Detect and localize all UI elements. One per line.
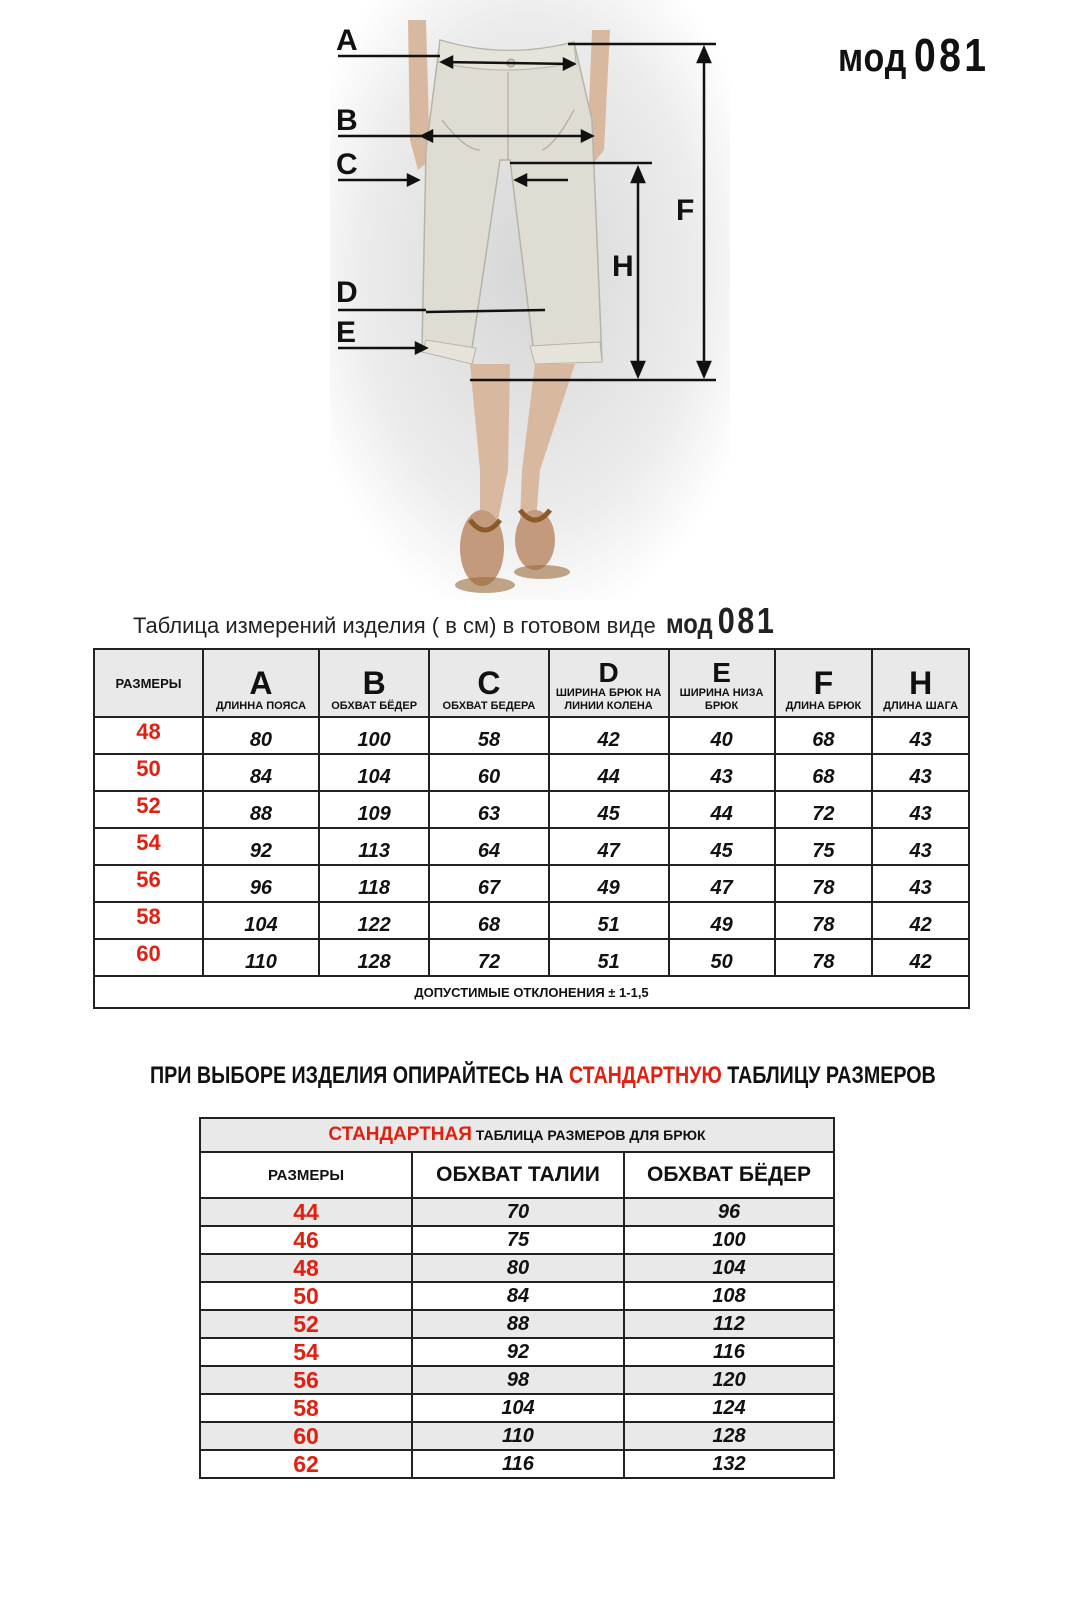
- standard-size-table: [199, 1117, 835, 1479]
- size-cell: 46: [200, 1226, 412, 1254]
- hips-cell: 104: [624, 1254, 834, 1282]
- waist-cell: 110: [412, 1422, 624, 1450]
- measure-value-cell: 78: [775, 865, 873, 902]
- capri-pants-illustration: [330, 0, 730, 600]
- measure-value-cell: 128: [319, 939, 429, 976]
- waist-cell: 80: [412, 1254, 624, 1282]
- hint-text-after: ТАБЛИЦУ РАЗМЕРОВ: [721, 1062, 936, 1089]
- measure-table-title-text: Таблица измерений изделия ( в см) в готовом виде: [133, 613, 656, 638]
- hips-cell: 96: [624, 1198, 834, 1226]
- size-cell: 48: [94, 717, 203, 754]
- hips-cell: 124: [624, 1394, 834, 1422]
- caption-rest: ТАБЛИЦА РАЗМЕРОВ ДЛЯ БРЮК: [471, 1127, 706, 1143]
- size-cell: 54: [94, 828, 203, 865]
- measure-value-cell: 44: [669, 791, 775, 828]
- column-header-f: F ДЛИНА БРЮК: [775, 649, 873, 717]
- table-row: [94, 902, 969, 939]
- header-waist: ОБХВАТ ТАЛИИ: [412, 1152, 624, 1198]
- waist-cell: 88: [412, 1310, 624, 1338]
- table-row: [200, 1282, 834, 1310]
- measure-value-cell: 43: [872, 717, 969, 754]
- model-number-inline: 081: [717, 600, 777, 641]
- measure-value-cell: 47: [549, 828, 669, 865]
- measure-value-cell: 58: [429, 717, 548, 754]
- measure-value-cell: 49: [549, 865, 669, 902]
- model-number-heading: [838, 28, 989, 82]
- table-row: [94, 865, 969, 902]
- measure-value-cell: 113: [319, 828, 429, 865]
- header-sizes: РАЗМЕРЫ: [200, 1152, 412, 1198]
- size-cell: 56: [200, 1366, 412, 1394]
- table-row: [200, 1366, 834, 1394]
- measure-value-cell: 68: [775, 717, 873, 754]
- header-hips: ОБХВАТ БЁДЕР: [624, 1152, 834, 1198]
- measure-value-cell: 43: [872, 828, 969, 865]
- table-row: [94, 828, 969, 865]
- size-cell: 58: [94, 902, 203, 939]
- measure-value-cell: 45: [549, 791, 669, 828]
- measure-label-h: H: [612, 250, 634, 283]
- size-cell: 50: [200, 1282, 412, 1310]
- table-row: [94, 939, 969, 976]
- size-hint: [150, 1062, 936, 1090]
- table-row: [94, 791, 969, 828]
- column-header-h: H ДЛИНА ШАГА: [872, 649, 969, 717]
- hips-cell: 120: [624, 1366, 834, 1394]
- size-cell: 48: [200, 1254, 412, 1282]
- measure-value-cell: 72: [429, 939, 548, 976]
- column-header-c: C ОБХВАТ БЕДЕРА: [429, 649, 548, 717]
- measure-value-cell: 44: [549, 754, 669, 791]
- hint-text-before: ПРИ ВЫБОРЕ ИЗДЕЛИЯ ОПИРАЙТЕСЬ НА: [150, 1062, 569, 1089]
- hips-cell: 116: [624, 1338, 834, 1366]
- measure-value-cell: 47: [669, 865, 775, 902]
- measure-label-d: D: [336, 276, 358, 309]
- measure-value-cell: 104: [319, 754, 429, 791]
- column-header-a: A ДЛИННА ПОЯСА: [203, 649, 319, 717]
- size-cell: 56: [94, 865, 203, 902]
- measure-value-cell: 75: [775, 828, 873, 865]
- table-row: [94, 717, 969, 754]
- waist-cell: 98: [412, 1366, 624, 1394]
- size-cell: 54: [200, 1338, 412, 1366]
- table-row: [200, 1226, 834, 1254]
- product-photo: [330, 0, 730, 600]
- measure-value-cell: 118: [319, 865, 429, 902]
- hips-cell: 128: [624, 1422, 834, 1450]
- measure-value-cell: 84: [203, 754, 319, 791]
- measure-label-c: C: [336, 148, 358, 181]
- hint-highlight: СТАНДАРТНУЮ: [568, 1062, 722, 1089]
- measure-label-e: E: [336, 316, 357, 349]
- measure-label-b: B: [336, 104, 358, 137]
- size-cell: 52: [94, 791, 203, 828]
- measure-value-cell: 43: [872, 754, 969, 791]
- column-header-b: B ОБХВАТ БЁДЕР: [319, 649, 429, 717]
- size-cell: 50: [94, 754, 203, 791]
- size-cell: 44: [200, 1198, 412, 1226]
- measure-value-cell: 88: [203, 791, 319, 828]
- measure-table-title: [133, 600, 796, 642]
- measure-value-cell: 49: [669, 902, 775, 939]
- measure-value-cell: 96: [203, 865, 319, 902]
- hips-cell: 112: [624, 1310, 834, 1338]
- measure-label-f: F: [676, 194, 695, 227]
- measure-value-cell: 104: [203, 902, 319, 939]
- measure-value-cell: 109: [319, 791, 429, 828]
- column-header-d: D ШИРИНА БРЮК НА ЛИНИИ КОЛЕНА: [549, 649, 669, 717]
- measure-label-a: A: [336, 24, 358, 57]
- column-header-e: E ШИРИНА НИЗА БРЮК: [669, 649, 775, 717]
- measurement-table-header: [94, 649, 969, 717]
- measure-value-cell: 40: [669, 717, 775, 754]
- table-row: [200, 1422, 834, 1450]
- hips-cell: 108: [624, 1282, 834, 1310]
- size-cell: 60: [200, 1422, 412, 1450]
- size-cell: 52: [200, 1310, 412, 1338]
- measure-value-cell: 51: [549, 939, 669, 976]
- measure-value-cell: 122: [319, 902, 429, 939]
- measure-value-cell: 100: [319, 717, 429, 754]
- size-cell: 62: [200, 1450, 412, 1478]
- tolerance-note: ДОПУСТИМЫЕ ОТКЛОНЕНИЯ ± 1-1,5: [94, 976, 969, 1008]
- measure-value-cell: 50: [669, 939, 775, 976]
- waist-cell: 70: [412, 1198, 624, 1226]
- measure-value-cell: 78: [775, 939, 873, 976]
- hips-cell: 100: [624, 1226, 834, 1254]
- measure-value-cell: 67: [429, 865, 548, 902]
- table-row: [200, 1394, 834, 1422]
- measure-value-cell: 92: [203, 828, 319, 865]
- measure-value-cell: 45: [669, 828, 775, 865]
- measure-value-cell: 78: [775, 902, 873, 939]
- table-row: [200, 1450, 834, 1478]
- measure-value-cell: 43: [669, 754, 775, 791]
- sizes-column-header: РАЗМЕРЫ: [94, 649, 203, 717]
- measure-value-cell: 80: [203, 717, 319, 754]
- measure-value-cell: 43: [872, 791, 969, 828]
- measure-value-cell: 42: [549, 717, 669, 754]
- model-prefix: мод: [838, 36, 908, 80]
- waist-cell: 84: [412, 1282, 624, 1310]
- hips-cell: 132: [624, 1450, 834, 1478]
- waist-cell: 75: [412, 1226, 624, 1254]
- size-cell: 60: [94, 939, 203, 976]
- measure-value-cell: 43: [872, 865, 969, 902]
- table-row: [200, 1338, 834, 1366]
- model-number: 081: [913, 29, 990, 81]
- measure-value-cell: 72: [775, 791, 873, 828]
- caption-highlight: СТАНДАРТНАЯ: [328, 1124, 472, 1145]
- standard-table-header: [200, 1152, 834, 1198]
- waist-cell: 104: [412, 1394, 624, 1422]
- measure-value-cell: 42: [872, 939, 969, 976]
- standard-table-caption-row: [200, 1118, 834, 1152]
- measure-value-cell: 63: [429, 791, 548, 828]
- measure-value-cell: 110: [203, 939, 319, 976]
- measure-value-cell: 51: [549, 902, 669, 939]
- measurement-table: [93, 648, 970, 1009]
- table-row: [200, 1198, 834, 1226]
- waist-cell: 92: [412, 1338, 624, 1366]
- measure-value-cell: 42: [872, 902, 969, 939]
- tolerance-row: [94, 976, 969, 1008]
- table-row: [200, 1254, 834, 1282]
- measure-table-model: [666, 600, 776, 642]
- table-row: [200, 1310, 834, 1338]
- waist-cell: 116: [412, 1450, 624, 1478]
- measure-value-cell: 64: [429, 828, 548, 865]
- table-row: [94, 754, 969, 791]
- measure-value-cell: 60: [429, 754, 548, 791]
- size-cell: 58: [200, 1394, 412, 1422]
- standard-table-caption: [200, 1118, 834, 1152]
- model-prefix-inline: мод: [665, 608, 713, 639]
- measure-value-cell: 68: [775, 754, 873, 791]
- measure-value-cell: 68: [429, 902, 548, 939]
